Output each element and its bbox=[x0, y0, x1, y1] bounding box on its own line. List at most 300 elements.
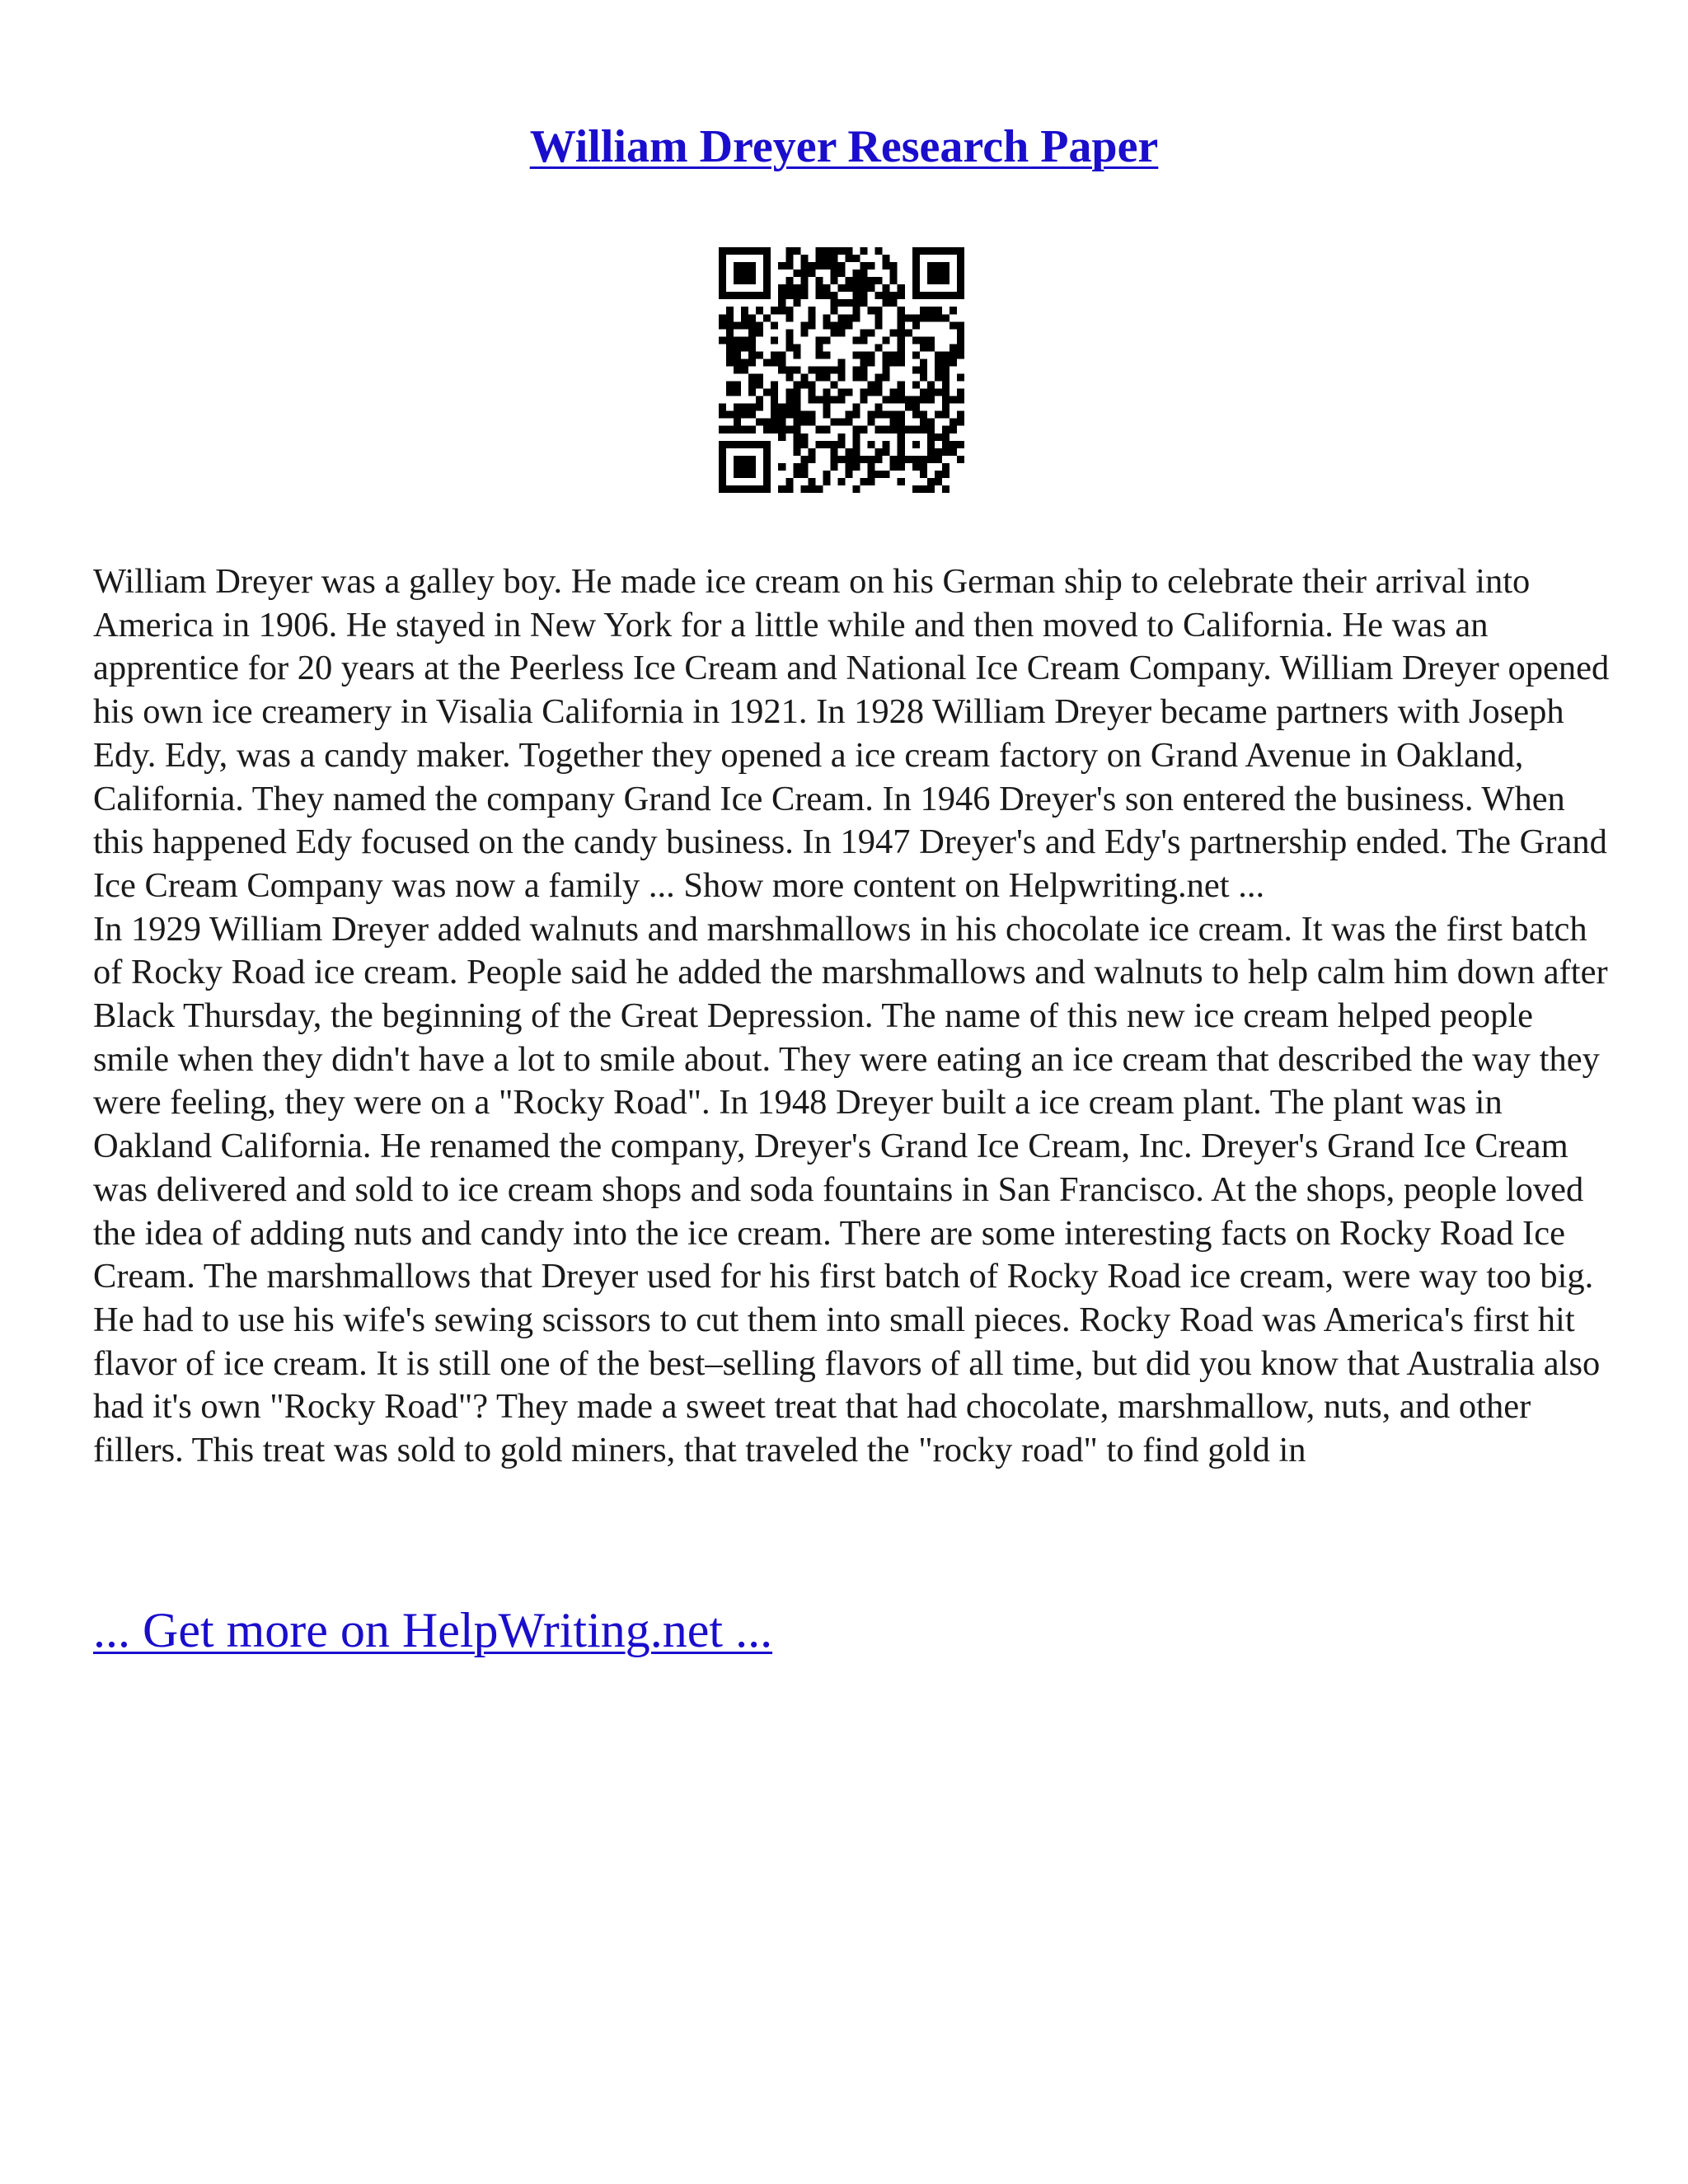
qr-module bbox=[823, 321, 830, 329]
qr-module bbox=[719, 269, 726, 277]
qr-module bbox=[793, 382, 800, 389]
qr-module bbox=[741, 247, 748, 255]
qr-module bbox=[756, 292, 763, 299]
qr-module bbox=[823, 336, 830, 344]
qr-module bbox=[912, 314, 920, 321]
qr-module bbox=[793, 396, 800, 404]
qr-module bbox=[942, 382, 950, 389]
qr-module bbox=[935, 307, 942, 314]
qr-module bbox=[837, 359, 845, 366]
qr-module bbox=[830, 441, 837, 448]
qr-module bbox=[927, 478, 935, 485]
qr-module bbox=[734, 456, 741, 463]
qr-module bbox=[741, 441, 748, 448]
qr-module bbox=[957, 351, 964, 359]
qr-module bbox=[846, 299, 853, 307]
qr-module bbox=[890, 419, 898, 426]
qr-module bbox=[860, 366, 868, 373]
qr-module bbox=[898, 344, 905, 351]
qr-module bbox=[837, 284, 845, 292]
qr-module bbox=[763, 448, 771, 456]
qr-module bbox=[719, 411, 726, 419]
qr-module bbox=[726, 485, 734, 493]
qr-module bbox=[935, 448, 942, 456]
qr-module bbox=[868, 389, 875, 396]
qr-module bbox=[837, 396, 845, 404]
qr-module bbox=[815, 262, 823, 269]
qr-module bbox=[868, 456, 875, 463]
qr-module bbox=[763, 255, 771, 262]
qr-module bbox=[853, 336, 860, 344]
qr-module bbox=[846, 255, 853, 262]
qr-module bbox=[741, 269, 748, 277]
qr-module bbox=[763, 314, 771, 321]
qr-module bbox=[860, 292, 868, 299]
qr-module bbox=[912, 404, 920, 411]
qr-module bbox=[868, 359, 875, 366]
qr-module bbox=[837, 374, 845, 382]
qr-module bbox=[726, 336, 734, 344]
qr-module bbox=[771, 321, 778, 329]
qr-module bbox=[898, 321, 905, 329]
qr-module bbox=[912, 411, 920, 419]
qr-module bbox=[793, 247, 800, 255]
qr-module bbox=[912, 269, 920, 277]
qr-module bbox=[935, 434, 942, 441]
qr-module bbox=[719, 292, 726, 299]
qr-module bbox=[785, 277, 793, 284]
qr-module bbox=[898, 351, 905, 359]
qr-module bbox=[846, 471, 853, 478]
qr-module bbox=[920, 336, 927, 344]
qr-module bbox=[785, 411, 793, 419]
qr-module bbox=[927, 277, 935, 284]
qr-module bbox=[883, 359, 890, 366]
qr-module bbox=[905, 314, 912, 321]
qr-module bbox=[771, 351, 778, 359]
qr-module bbox=[830, 292, 837, 299]
qr-module bbox=[883, 374, 890, 382]
qr-module bbox=[837, 314, 845, 321]
qr-module bbox=[778, 463, 785, 471]
qr-module bbox=[860, 389, 868, 396]
qr-module bbox=[793, 463, 800, 471]
qr-module bbox=[935, 269, 942, 277]
qr-module bbox=[890, 396, 898, 404]
qr-module bbox=[846, 463, 853, 471]
qr-module bbox=[726, 351, 734, 359]
qr-module bbox=[756, 321, 763, 329]
qr-module bbox=[823, 404, 830, 411]
qr-module bbox=[734, 321, 741, 329]
qr-module bbox=[793, 441, 800, 448]
qr-module bbox=[883, 284, 890, 292]
qr-module bbox=[942, 411, 950, 419]
qr-module bbox=[950, 359, 957, 366]
qr-module bbox=[823, 441, 830, 448]
qr-module bbox=[741, 463, 748, 471]
qr-module bbox=[763, 262, 771, 269]
qr-module bbox=[846, 411, 853, 419]
qr-module bbox=[800, 269, 808, 277]
qr-module bbox=[793, 292, 800, 299]
qr-module bbox=[883, 336, 890, 344]
qr-module bbox=[778, 262, 785, 269]
qr-module bbox=[920, 485, 927, 493]
qr-module bbox=[748, 411, 756, 419]
qr-module bbox=[800, 441, 808, 448]
qr-module bbox=[748, 359, 756, 366]
qr-module bbox=[935, 351, 942, 359]
qr-module bbox=[748, 336, 756, 344]
qr-module bbox=[883, 351, 890, 359]
qr-module bbox=[734, 359, 741, 366]
qr-module bbox=[734, 463, 741, 471]
qr-module bbox=[898, 307, 905, 314]
qr-module bbox=[868, 262, 875, 269]
qr-module bbox=[890, 359, 898, 366]
qr-module bbox=[957, 396, 964, 404]
qr-module bbox=[748, 277, 756, 284]
qr-module bbox=[734, 389, 741, 396]
qr-module bbox=[815, 366, 823, 373]
qr-module bbox=[778, 366, 785, 373]
qr-module bbox=[853, 411, 860, 419]
qr-module bbox=[748, 344, 756, 351]
qr-module bbox=[741, 366, 748, 373]
qr-module bbox=[957, 329, 964, 336]
qr-module bbox=[756, 404, 763, 411]
qr-module bbox=[741, 471, 748, 478]
qr-module bbox=[763, 269, 771, 277]
qr-module bbox=[719, 404, 726, 411]
qr-module bbox=[912, 426, 920, 434]
qr-module bbox=[898, 441, 905, 448]
qr-module bbox=[875, 374, 883, 382]
qr-module bbox=[719, 426, 726, 434]
qr-module bbox=[942, 269, 950, 277]
qr-module bbox=[875, 292, 883, 299]
qr-module bbox=[920, 247, 927, 255]
qr-module bbox=[898, 434, 905, 441]
qr-module bbox=[927, 307, 935, 314]
qr-module bbox=[853, 374, 860, 382]
qr-module bbox=[860, 426, 868, 434]
qr-module bbox=[898, 389, 905, 396]
qr-module bbox=[912, 321, 920, 329]
qr-module bbox=[785, 262, 793, 269]
qr-module bbox=[868, 284, 875, 292]
qr-module bbox=[950, 419, 957, 426]
qr-module bbox=[837, 321, 845, 329]
qr-module bbox=[756, 307, 763, 314]
qr-module bbox=[950, 351, 957, 359]
qr-module bbox=[726, 307, 734, 314]
qr-module bbox=[935, 262, 942, 269]
qr-module bbox=[785, 366, 793, 373]
qr-module bbox=[793, 366, 800, 373]
qr-module bbox=[868, 463, 875, 471]
qr-module bbox=[912, 396, 920, 404]
qr-module bbox=[853, 277, 860, 284]
qr-module bbox=[942, 471, 950, 478]
qr-module bbox=[927, 456, 935, 463]
qr-module bbox=[741, 411, 748, 419]
qr-module bbox=[734, 351, 741, 359]
qr-module bbox=[837, 419, 845, 426]
qr-module bbox=[927, 434, 935, 441]
qr-module bbox=[823, 396, 830, 404]
qr-module bbox=[920, 419, 927, 426]
qr-module bbox=[868, 351, 875, 359]
qr-module bbox=[823, 284, 830, 292]
qr-module bbox=[793, 404, 800, 411]
qr-module bbox=[778, 485, 785, 493]
qr-module bbox=[950, 247, 957, 255]
qr-module bbox=[875, 277, 883, 284]
qr-module bbox=[950, 396, 957, 404]
qr-module bbox=[734, 426, 741, 434]
qr-module bbox=[860, 374, 868, 382]
qr-module bbox=[763, 441, 771, 448]
qr-module bbox=[860, 277, 868, 284]
qr-module bbox=[823, 247, 830, 255]
qr-module bbox=[905, 396, 912, 404]
qr-module bbox=[875, 321, 883, 329]
qr-module bbox=[868, 471, 875, 478]
qr-module bbox=[808, 307, 815, 314]
qr-module bbox=[853, 456, 860, 463]
qr-module bbox=[741, 307, 748, 314]
qr-module bbox=[957, 292, 964, 299]
get-more-link[interactable]: ... Get more on HelpWriting.net ... bbox=[93, 1603, 773, 1657]
qr-module bbox=[734, 277, 741, 284]
qr-module bbox=[763, 485, 771, 493]
qr-module bbox=[808, 478, 815, 485]
qr-module bbox=[927, 419, 935, 426]
qr-module bbox=[815, 485, 823, 493]
qr-module bbox=[830, 247, 837, 255]
qr-module bbox=[927, 247, 935, 255]
qr-module bbox=[748, 389, 756, 396]
qr-module bbox=[726, 426, 734, 434]
qr-module bbox=[815, 277, 823, 284]
qr-module bbox=[719, 262, 726, 269]
qr-module bbox=[734, 419, 741, 426]
qr-module bbox=[912, 441, 920, 448]
qr-module bbox=[950, 441, 957, 448]
qr-module bbox=[830, 262, 837, 269]
qr-module bbox=[853, 485, 860, 493]
qr-module bbox=[957, 269, 964, 277]
qr-module bbox=[957, 336, 964, 344]
qr-module bbox=[748, 351, 756, 359]
qr-module bbox=[890, 299, 898, 307]
qr-module bbox=[734, 336, 741, 344]
qr-module bbox=[950, 292, 957, 299]
qr-module bbox=[860, 299, 868, 307]
qr-module bbox=[942, 441, 950, 448]
qr-module bbox=[957, 321, 964, 329]
qr-module bbox=[935, 456, 942, 463]
qr-module bbox=[748, 321, 756, 329]
qr-module bbox=[771, 307, 778, 314]
qr-module bbox=[785, 314, 793, 321]
qr-module bbox=[935, 478, 942, 485]
qr-module bbox=[950, 426, 957, 434]
qr-module bbox=[957, 277, 964, 284]
qr-module bbox=[793, 389, 800, 396]
qr-module bbox=[778, 434, 785, 441]
qr-module bbox=[957, 284, 964, 292]
qr-module bbox=[734, 471, 741, 478]
qr-module bbox=[793, 344, 800, 351]
qr-module bbox=[771, 359, 778, 366]
qr-module bbox=[846, 314, 853, 321]
qr-module bbox=[957, 441, 964, 448]
qr-code-graphic bbox=[719, 247, 964, 493]
qr-module bbox=[771, 426, 778, 434]
qr-module bbox=[920, 359, 927, 366]
qr-module bbox=[785, 247, 793, 255]
qr-module bbox=[957, 389, 964, 396]
qr-module bbox=[868, 382, 875, 389]
qr-module bbox=[957, 344, 964, 351]
qr-module bbox=[748, 292, 756, 299]
qr-module bbox=[763, 426, 771, 434]
qr-module bbox=[741, 321, 748, 329]
qr-module bbox=[771, 389, 778, 396]
qr-module bbox=[800, 463, 808, 471]
qr-module bbox=[853, 307, 860, 314]
qr-module bbox=[808, 456, 815, 463]
qr-module bbox=[808, 382, 815, 389]
qr-module bbox=[898, 329, 905, 336]
qr-module bbox=[719, 255, 726, 262]
qr-module bbox=[815, 284, 823, 292]
qr-module bbox=[846, 456, 853, 463]
qr-module bbox=[808, 366, 815, 373]
qr-module bbox=[837, 329, 845, 336]
qr-module bbox=[860, 262, 868, 269]
qr-module bbox=[957, 419, 964, 426]
qr-module bbox=[860, 478, 868, 485]
qr-module bbox=[771, 411, 778, 419]
qr-module bbox=[942, 366, 950, 373]
qr-module bbox=[793, 269, 800, 277]
qr-module bbox=[883, 471, 890, 478]
qr-module bbox=[868, 441, 875, 448]
qr-module bbox=[771, 404, 778, 411]
qr-module bbox=[815, 351, 823, 359]
qr-module bbox=[726, 382, 734, 389]
qr-module bbox=[808, 321, 815, 329]
qr-module bbox=[800, 434, 808, 441]
qr-module bbox=[785, 284, 793, 292]
qr-module bbox=[800, 382, 808, 389]
qr-module bbox=[898, 284, 905, 292]
qr-module bbox=[883, 366, 890, 373]
qr-module bbox=[875, 411, 883, 419]
qr-module bbox=[853, 448, 860, 456]
qr-module bbox=[756, 485, 763, 493]
qr-module bbox=[830, 277, 837, 284]
qr-module bbox=[853, 269, 860, 277]
qr-module bbox=[890, 277, 898, 284]
qr-module bbox=[942, 448, 950, 456]
qr-module bbox=[756, 329, 763, 336]
qr-module bbox=[726, 441, 734, 448]
qr-module bbox=[734, 441, 741, 448]
qr-module bbox=[823, 255, 830, 262]
page-title bbox=[0, 114, 1688, 180]
qr-module bbox=[748, 382, 756, 389]
qr-module bbox=[726, 359, 734, 366]
qr-module bbox=[942, 389, 950, 396]
qr-module bbox=[808, 396, 815, 404]
qr-module bbox=[898, 314, 905, 321]
qr-module bbox=[808, 262, 815, 269]
qr-module bbox=[853, 299, 860, 307]
qr-module bbox=[778, 411, 785, 419]
qr-module bbox=[763, 471, 771, 478]
qr-module bbox=[823, 314, 830, 321]
qr-module bbox=[898, 359, 905, 366]
qr-module bbox=[942, 262, 950, 269]
qr-module bbox=[830, 299, 837, 307]
qr-module bbox=[868, 419, 875, 426]
qr-module bbox=[912, 284, 920, 292]
qr-module bbox=[823, 426, 830, 434]
qr-module bbox=[875, 247, 883, 255]
qr-module bbox=[875, 344, 883, 351]
qr-module bbox=[771, 419, 778, 426]
qr-module bbox=[719, 478, 726, 485]
title-link[interactable]: William Dreyer Research Paper bbox=[529, 121, 1159, 172]
qr-module bbox=[912, 485, 920, 493]
qr-module bbox=[756, 247, 763, 255]
qr-module bbox=[927, 485, 935, 493]
qr-module bbox=[837, 456, 845, 463]
qr-module bbox=[890, 292, 898, 299]
qr-module bbox=[726, 344, 734, 351]
qr-module bbox=[815, 344, 823, 351]
qr-module bbox=[785, 292, 793, 299]
qr-module bbox=[808, 411, 815, 419]
qr-module bbox=[942, 247, 950, 255]
qr-module bbox=[778, 359, 785, 366]
qr-module bbox=[830, 419, 837, 426]
qr-module bbox=[726, 411, 734, 419]
qr-module bbox=[756, 382, 763, 389]
qr-module bbox=[912, 382, 920, 389]
qr-module bbox=[808, 485, 815, 493]
qr-module bbox=[748, 262, 756, 269]
qr-module bbox=[920, 396, 927, 404]
qr-module bbox=[927, 396, 935, 404]
qr-module bbox=[748, 441, 756, 448]
qr-module bbox=[942, 426, 950, 434]
qr-module bbox=[800, 471, 808, 478]
qr-module bbox=[935, 314, 942, 321]
qr-module bbox=[837, 262, 845, 269]
qr-module bbox=[719, 463, 726, 471]
article-body bbox=[93, 560, 1610, 1473]
qr-module bbox=[912, 255, 920, 262]
qr-module bbox=[890, 463, 898, 471]
qr-module bbox=[726, 321, 734, 329]
qr-module bbox=[890, 351, 898, 359]
